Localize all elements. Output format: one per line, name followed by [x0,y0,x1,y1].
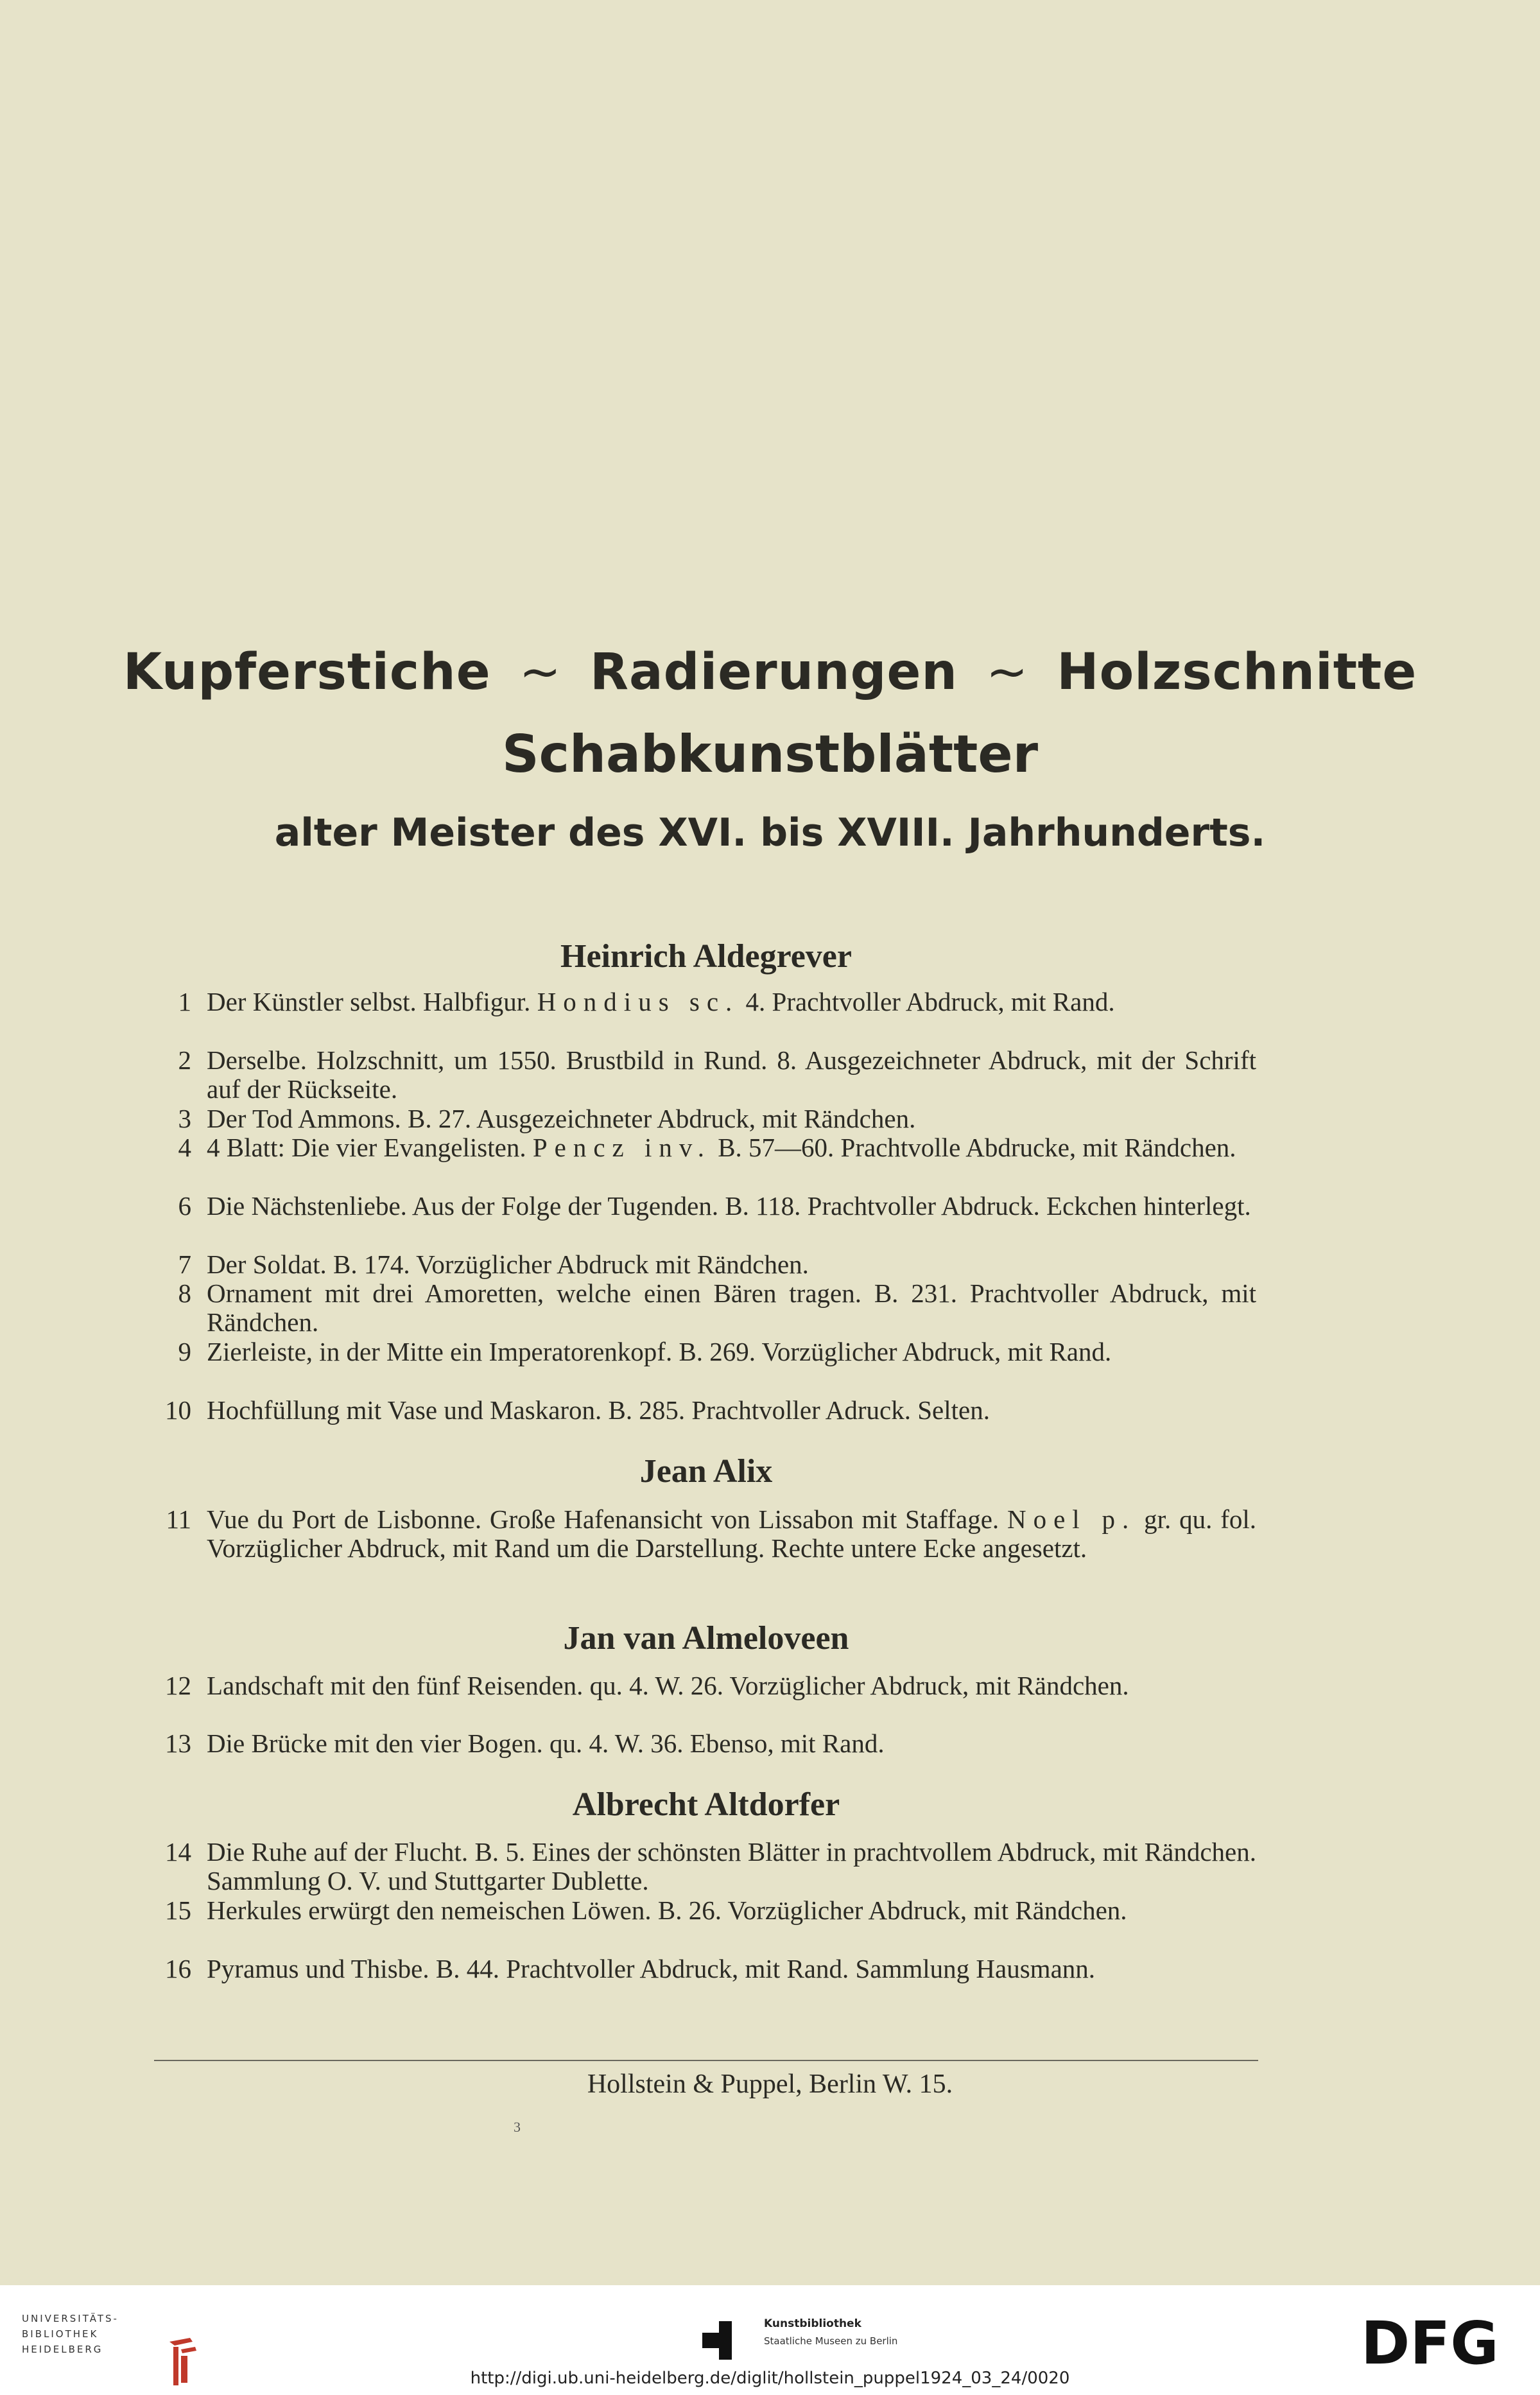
entry-text-part: Hochfüllung mit Vase und Maskaron. B. 285. Prachtvoller Adruck. Selten. [207,1395,990,1425]
entry-text [207,1337,1256,1366]
entry-text [207,1729,1256,1758]
title-line-2: Schabkunstblätter [501,724,1039,784]
uni-logo-line: UNIVERSITÄTS- [22,2313,119,2324]
kunstbibliothek-mark-icon [702,2321,732,2360]
entry-text [207,1505,1256,1563]
page-number: 3 [514,2119,521,2135]
entry-number: 4 [178,1133,191,1162]
entry-text-part: Derselbe. Holzschnitt, um 1550. Brustbild in Rund. 8. Ausgezeichneter Abdruck, mit der Schrift auf der Rückseite. [207,1045,1256,1104]
title-part-3: Holzschnitte [1057,643,1417,701]
entry-number: 10 [165,1395,191,1425]
footer-rule [154,2060,1258,2061]
entry-text [207,1192,1256,1221]
entry-number: 9 [178,1337,191,1366]
entry-number: 7 [178,1250,191,1279]
entry-text-part: Die Nächstenliebe. Aus der Folge der Tugenden. B. 118. Prachtvoller Abdruck. Eckchen hinterlegt. [207,1191,1251,1221]
entry-text [207,1396,1256,1425]
artist-heading: Heinrich Aldegrever [560,938,852,975]
heidelberg-library-logo[interactable] [22,2311,119,2357]
entry-text-part: Der Künstler selbst. Halbfigur. [207,987,537,1016]
entry-text [207,1133,1256,1162]
title-separator-2: ~ [985,643,1029,701]
entry-text [207,1104,1256,1133]
entry-text-part: Herkules erwürgt den nemeischen Löwen. B. 26. Vorzüglicher Abdruck, mit Rändchen. [207,1895,1127,1925]
entry-number: 14 [165,1837,191,1867]
title-line-1 [0,643,1540,701]
entry-text [207,1671,1256,1700]
entry-text [207,1279,1256,1337]
entry-text [207,1838,1256,1895]
entry-number: 8 [178,1278,191,1308]
entry-text [207,1046,1256,1104]
entry-text [207,1955,1256,1983]
entry-text-part: Der Soldat. B. 174. Vorzüglicher Abdruck mit Rändchen. [207,1250,809,1279]
dfg-logo-icon [1361,2317,1515,2369]
entry-text-spaced: Hondius sc. [537,987,740,1016]
page-subtitle: alter Meister des XVI. bis XVIII. Jahrhunderts. [274,810,1266,855]
entry-number: 15 [165,1895,191,1925]
entry-number: 6 [178,1191,191,1221]
kunstbibliothek-name: Kunstbibliothek [764,2317,861,2330]
uni-logo-line: BIBLIOTHEK [22,2328,99,2340]
uni-logo-line: HEIDELBERG [22,2344,103,2355]
entry-number: 11 [166,1504,191,1534]
artist-heading: Jan van Almeloveen [563,1620,849,1657]
entry-text-part: Pyramus und Thisbe. B. 44. Prachtvoller Abdruck, mit Rand. Sammlung Hausmann. [207,1954,1096,1983]
entry-text [207,988,1256,1016]
artist-heading: Jean Alix [639,1453,773,1490]
svg-text:DFG: DFG [1361,2317,1499,2369]
entry-number: 2 [178,1045,191,1075]
entry-text-part: 4. Prachtvoller Abdruck, mit Rand. [739,987,1115,1016]
entry-text [207,1250,1256,1279]
entry-text-part: Landschaft mit den fünf Reisenden. qu. 4. W. 26. Vorzüglicher Abdruck, mit Rändchen. [207,1671,1129,1700]
title-separator-1: ~ [519,643,562,701]
entry-number: 3 [178,1104,191,1133]
entry-text-part: Die Ruhe auf der Flucht. B. 5. Eines der schönsten Blätter in prachtvollem Abdruck, mit Rändchen. Sammlung O. V. und Stuttgarter Dublette. [207,1837,1256,1895]
entry-text-part: 4 Blatt: Die vier Evangelisten. [207,1133,533,1162]
source-url[interactable]: http://digi.ub.uni-heidelberg.de/diglit/hollstein_puppel1924_03_24/0020 [470,2369,1070,2388]
entry-number: 1 [178,987,191,1016]
entry-text-part: gr. qu. fol. Vorzüglicher Abdruck, mit Rand um die Darstellung. Rechte untere Ecke angesetzt. [207,1504,1256,1563]
entry-text-part: B. 57—60. Prachtvolle Abdrucke, mit Rändchen. [711,1133,1236,1162]
entry-text-part: Zierleiste, in der Mitte ein Imperatorenkopf. B. 269. Vorzüglicher Abdruck, mit Rand. [207,1337,1112,1366]
title-part-1: Kupferstiche [123,643,491,701]
entry-number: 12 [165,1671,191,1700]
entry-text-spaced: Pencz inv. [532,1133,711,1162]
artist-heading: Albrecht Altdorfer [572,1786,840,1823]
title-part-2: Radierungen [589,643,958,701]
entry-text-part: Die Brücke mit den vier Bogen. qu. 4. W. 36. Ebenso, mit Rand. [207,1729,885,1758]
entry-text-part: Vue du Port de Lisbonne. Große Hafenansicht von Lissabon mit Staffage. [207,1504,1007,1534]
kunstbibliothek-subtitle: Staatliche Museen zu Berlin [764,2335,898,2347]
entry-text [207,1896,1256,1925]
entry-text-part: Der Tod Ammons. B. 27. Ausgezeichneter Abdruck, mit Rändchen. [207,1104,916,1133]
digitization-footer [0,2285,1540,2395]
dfg-logo[interactable] [1361,2317,1515,2371]
entry-number: 16 [165,1954,191,1983]
entry-text-spaced: Noel p. [1007,1504,1136,1534]
entry-text-part: Ornament mit drei Amoretten, welche einen Bären tragen. B. 231. Prachtvoller Abdruck, mit Rändchen. [207,1278,1256,1337]
publisher-line: Hollstein & Puppel, Berlin W. 15. [587,2069,953,2099]
entry-number: 13 [165,1729,191,1758]
